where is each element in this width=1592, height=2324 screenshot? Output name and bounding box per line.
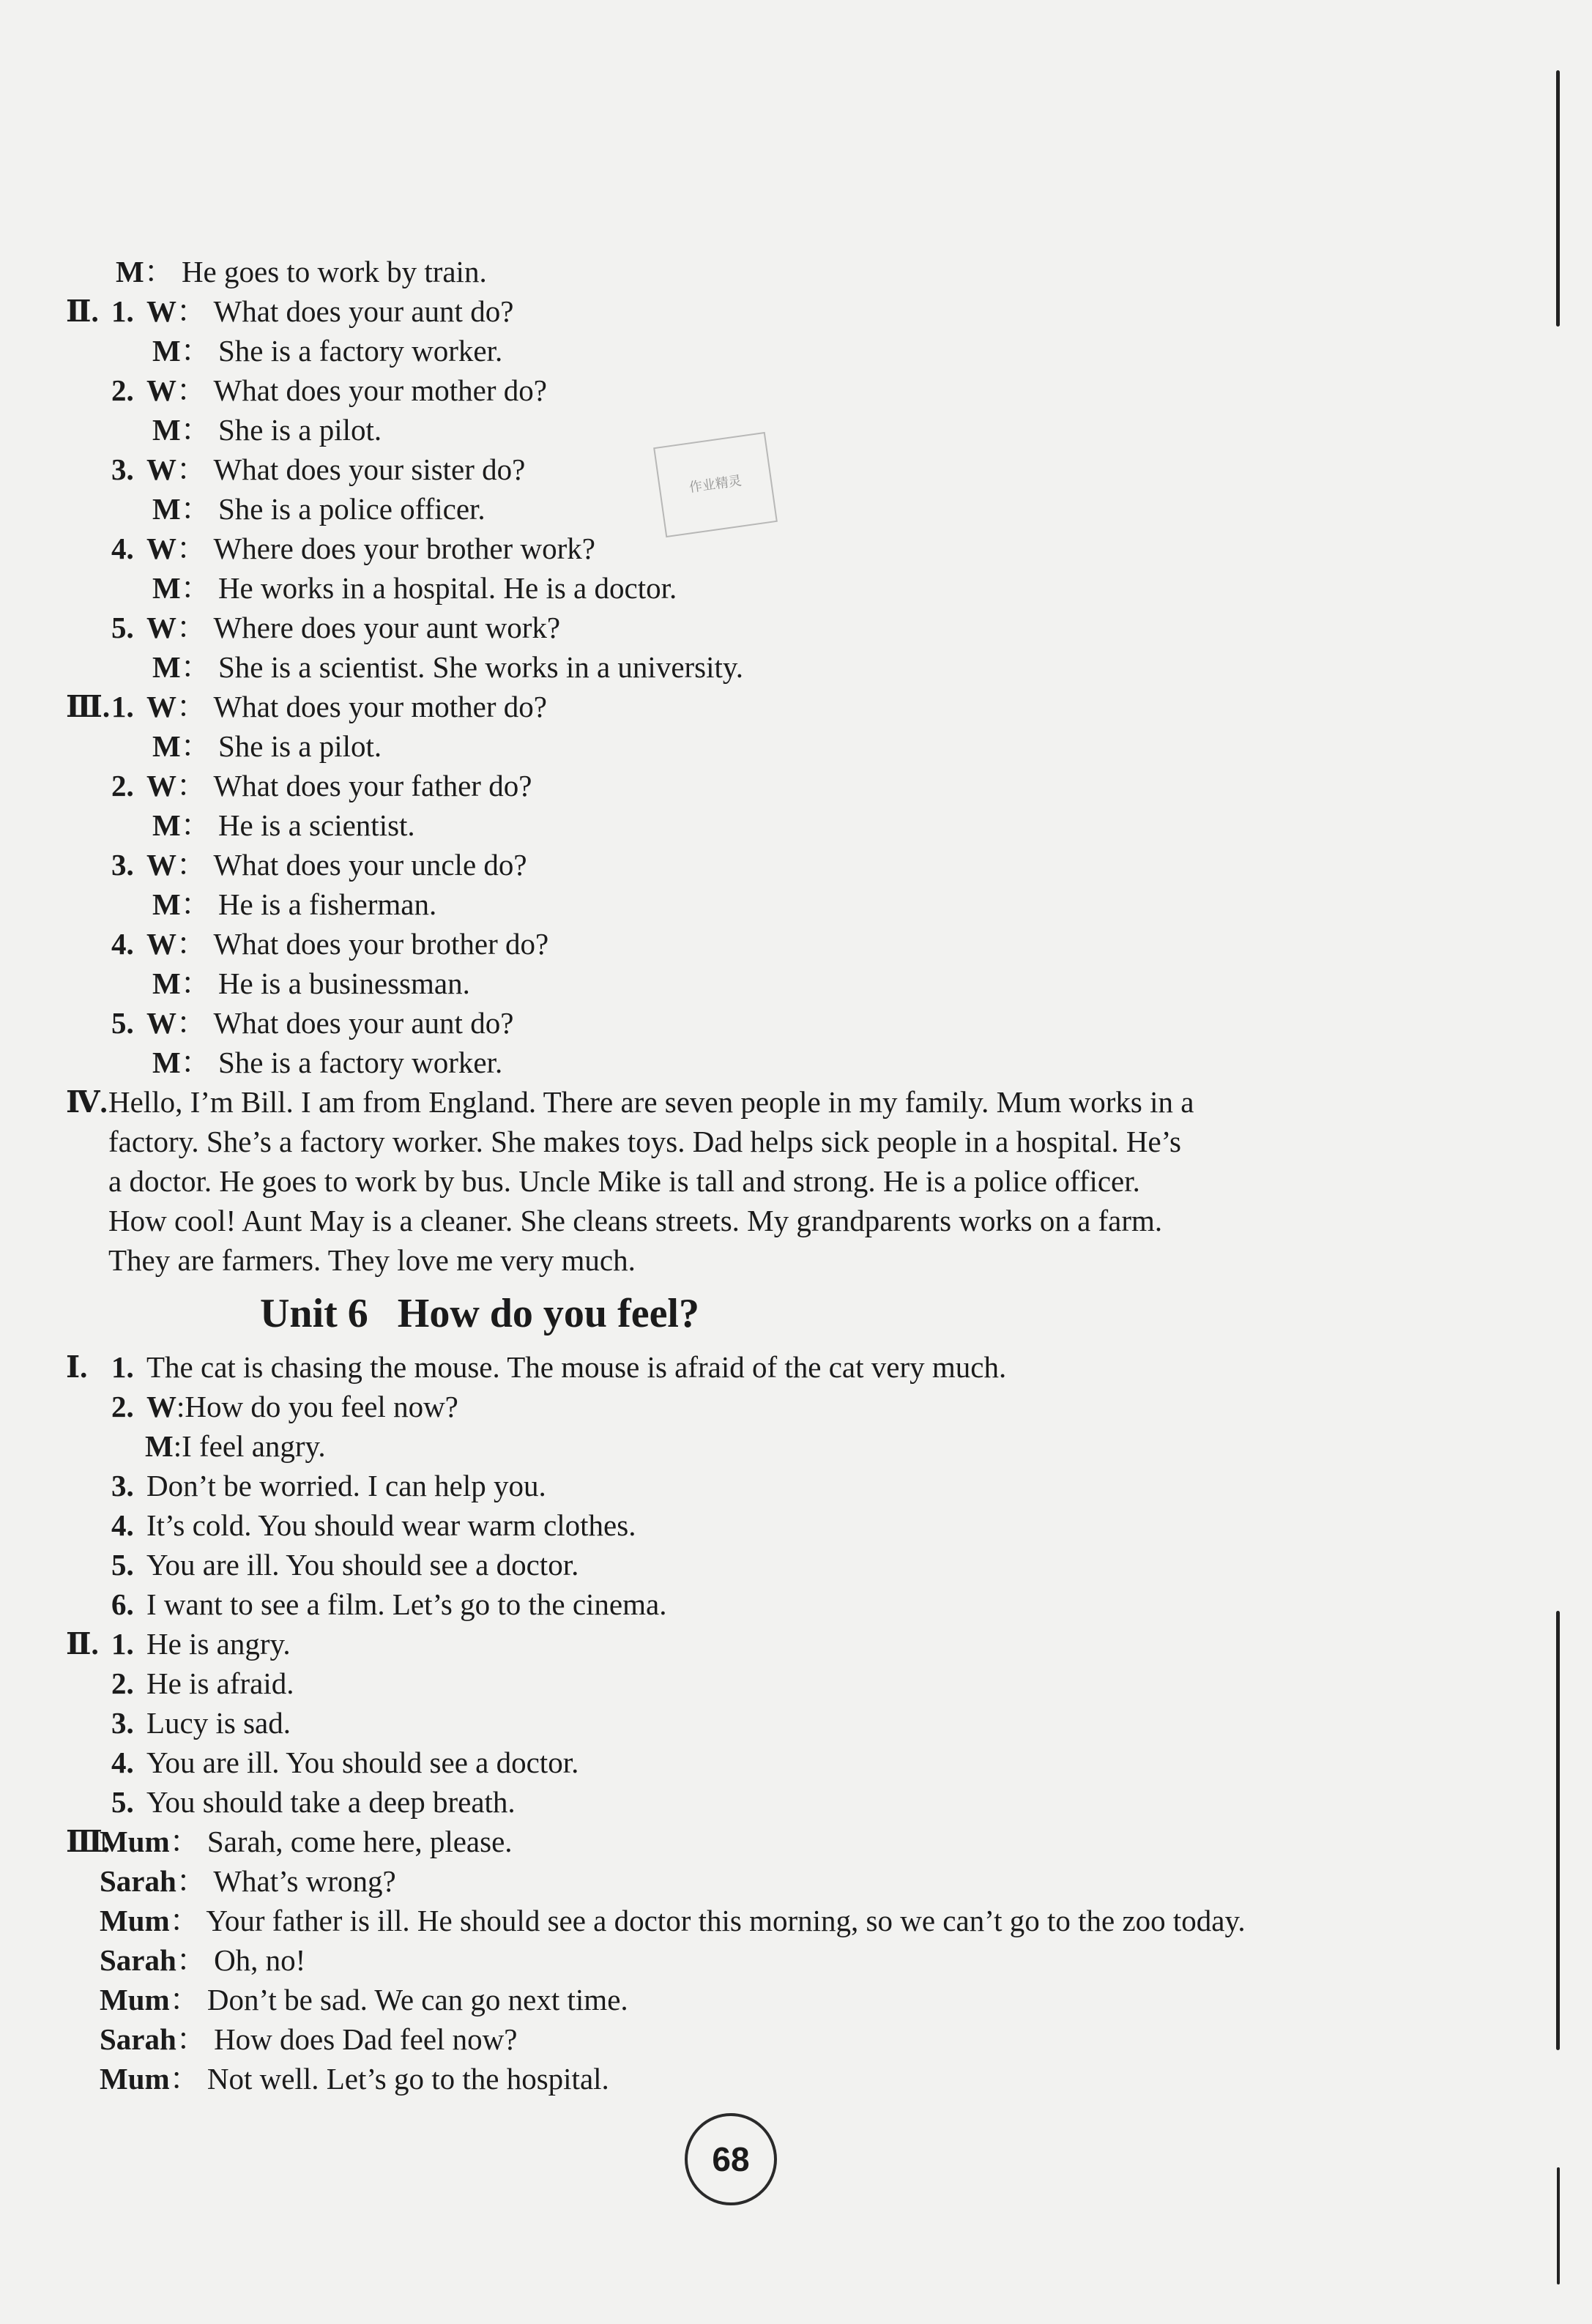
item-text: M： He works in a hospital. He is a doctor. [152,571,677,605]
speaker-label: M [152,967,181,1000]
answer-line [66,766,1472,805]
item-text [146,1664,294,1703]
unit-heading [66,1280,893,1347]
line-text: He is a scientist. [217,808,415,842]
passage-line [66,1122,1472,1161]
line-text: What does your aunt do? [213,1006,514,1040]
item-text: M： He is a fisherman. [152,887,437,921]
page-number [685,2113,777,2205]
line-text: What does your sister do? [213,452,526,486]
page-number-text: 68 [712,2140,750,2178]
line-text: She is a pilot. [217,413,382,447]
item-number: 5. [111,1548,134,1582]
speaker-label: M [152,334,181,368]
item-number: 4. [111,1746,134,1779]
line-text: Don’t be worried. I can help you. [146,1469,546,1502]
section-numeral: Ⅰ. [66,1350,88,1384]
scan-edge-mark [1557,2167,1560,2284]
answer-line [66,291,1472,331]
item-text: M： She is a factory worker. [152,1046,503,1079]
passage-line [66,1240,1472,1280]
line-text: He goes to work by train. [181,255,487,288]
item-number: 5. [111,1006,134,1040]
answer-line [66,1584,1472,1624]
speaker-label: M [152,1046,181,1079]
item-text [146,1782,516,1822]
item-number: 4. [111,927,134,961]
item-text: W： What does your uncle do? [146,848,527,882]
item-number: 1. [111,690,134,723]
item-text: W： What does your mother do? [146,690,547,723]
speaker-label: Sarah [100,1943,176,1977]
item-text: M： She is a scientist. She works in a university. [152,650,743,684]
unit-label: Unit 6 [259,1291,368,1336]
item-text: M： She is a pilot. [152,413,382,447]
answer-line [66,687,1472,726]
passage-text: How cool! Aunt May is a cleaner. She cleans streets. My grandparents works on a farm. [108,1204,1163,1237]
item-number: 4. [111,1508,134,1542]
item-number: 2. [111,1390,134,1423]
item-text: M： He is a businessman. [152,967,470,1000]
answer-line [66,924,1472,964]
answer-line [66,2019,1472,2059]
line-text: Your father is ill. He should see a doctor this morning, so we can’t go to the zoo today. [206,1904,1246,1937]
answer-line [66,884,1472,924]
dialog-line: Mum： Your father is ill. He should see a doctor this morning, so we can’t go to the zoo today. [100,1904,1246,1937]
item-number: 3. [111,452,134,486]
line-text: She is a factory worker. [217,334,503,368]
speaker-label: W [146,294,176,328]
speaker-label: Sarah [100,1864,176,1898]
item-number: 1. [111,294,134,328]
line-text: What does your uncle do? [213,848,527,882]
section-numeral: Ⅲ. [66,1825,111,1858]
line-text: Lucy is sad. [146,1706,291,1740]
answer-line [66,1782,1472,1822]
item-text: M:I feel angry. [145,1429,326,1463]
line-text: What does your father do? [213,769,532,802]
line-text: He works in a hospital. He is a doctor. [217,571,677,605]
dialog-line: Sarah： Oh, no! [100,1943,306,1977]
answer-line [66,1940,1472,1980]
item-text [146,1703,291,1743]
speaker-label: M [152,887,181,921]
line-text: It’s cold. You should wear warm clothes. [146,1508,636,1542]
line-text: I feel angry. [182,1429,326,1463]
item-text [146,1505,636,1545]
speaker-label: M [152,729,181,763]
item-number: 3. [111,1469,134,1502]
item-text: W： Where does your brother work? [146,532,595,565]
answer-line [66,1624,1472,1664]
speaker-label: W [146,373,176,407]
line-text: He is a businessman. [217,967,470,1000]
dialog-line: Sarah： What’s wrong? [100,1864,396,1898]
speaker-label: W [146,848,176,882]
item-text [146,1624,291,1664]
line-text: How does Dad feel now? [214,2022,518,2056]
stamp-text: 作业精灵 [688,473,743,496]
item-text [146,1347,1006,1387]
speaker-label: W [146,690,176,723]
answer-line [66,805,1472,845]
passage-text: a doctor. He goes to work by bus. Uncle Mike is tall and strong. He is a police officer. [108,1164,1140,1198]
answer-line [66,1822,1472,1861]
speaker-label: M [152,571,181,605]
section-numeral: Ⅳ. [66,1085,108,1119]
item-number: 4. [111,532,134,565]
item-number: 3. [111,1706,134,1740]
unit-title: How do you feel? [397,1291,699,1336]
speaker-label: M [152,808,181,842]
passage-text: factory. She’s a factory worker. She makes toys. Dad helps sick people in a hospital. He’s [108,1125,1182,1158]
line-text: Not well. Let’s go to the hospital. [207,2062,609,2096]
dialog-line: Mum： Don’t be sad. We can go next time. [100,1983,628,2016]
line-text: You are ill. You should see a doctor. [146,1548,579,1582]
answer-line [66,1980,1472,2019]
item-text: W： What does your sister do? [146,452,526,486]
item-number: 3. [111,848,134,882]
answer-line [66,489,1472,529]
item-number: 2. [111,1666,134,1700]
answer-key-content [66,252,1472,2098]
speaker-label: M [145,1429,174,1463]
dialog-line: Sarah： How does Dad feel now? [100,2022,518,2056]
speaker-label: W [146,532,176,565]
answer-line [66,647,1472,687]
passage-iv [66,1082,1472,1280]
answer-line [66,2059,1472,2098]
line-text: Sarah, come here, please. [207,1825,513,1858]
answer-line [66,1426,1472,1466]
answer-line [66,1347,1472,1387]
line-text: She is a factory worker. [217,1046,503,1079]
line-text: She is a police officer. [217,492,486,526]
dialog-line: Mum： Sarah, come here, please. [100,1825,513,1858]
line-text: How do you feel now? [185,1390,458,1423]
dialog-line: Mum： Not well. Let’s go to the hospital. [100,2062,609,2096]
line-text: What’s wrong? [213,1864,396,1898]
section-numeral: Ⅲ. [66,690,111,723]
line-text: I want to see a film. Let’s go to the cinema. [146,1587,667,1621]
line-text: She is a scientist. She works in a university. [217,650,743,684]
section-numeral: Ⅱ. [66,294,99,328]
answer-line [66,370,1472,410]
line-text: He is angry. [146,1627,291,1661]
passage-line [66,1201,1472,1240]
passage-text: Hello, I’m Bill. I am from England. There are seven people in my family. Mum works in a [108,1085,1194,1119]
speaker-label: M [152,413,181,447]
line-text: You should take a deep breath. [146,1785,516,1819]
item-text: W： What does your father do? [146,769,532,802]
line-text: Don’t be sad. We can go next time. [207,1983,628,2016]
speaker-label: Mum [100,2062,170,2096]
speaker-label: W [146,769,176,802]
item-number: 5. [111,611,134,644]
item-text [146,1584,666,1624]
item-number: 6. [111,1587,134,1621]
item-text: M： She is a police officer. [152,492,486,526]
item-number: 5. [111,1785,134,1819]
answer-line [66,1703,1472,1743]
item-text: W： What does your aunt do? [146,294,514,328]
line-text: Where does your brother work? [213,532,595,565]
scan-edge-mark [1556,1611,1560,2050]
answer-line [66,1743,1472,1782]
item-number: 2. [111,769,134,802]
answer-line [66,1861,1472,1901]
speaker-label: W [146,1390,176,1423]
item-text [146,1545,579,1584]
speaker-label: M [116,255,144,288]
item-text: W： What does your aunt do? [146,1006,514,1040]
line-text: Oh, no! [214,1943,306,1977]
item-text: M： He is a scientist. [152,808,415,842]
item-text: W： What does your mother do? [146,373,547,407]
item-text [146,1743,579,1782]
item-text: W:How do you feel now? [146,1390,458,1423]
line-text: What does your mother do? [213,690,547,723]
speaker-label: W [146,611,176,644]
item-text: M： She is a factory worker. [152,334,503,368]
line-text: You are ill. You should see a doctor. [146,1746,579,1779]
item-text [146,1466,546,1505]
speaker-label: W [146,927,176,961]
answer-line [66,608,1472,647]
passage-text: They are farmers. They love me very much. [108,1243,636,1277]
answer-line [66,1387,1472,1426]
answer-line [66,1505,1472,1545]
answer-line [66,1901,1472,1940]
item-text: W： What does your brother do? [146,927,549,961]
line-text: What does your brother do? [213,927,549,961]
answer-line [66,726,1472,766]
answer-line [66,845,1472,884]
answer-line [66,964,1472,1003]
answer-line [66,450,1472,489]
answer-line [66,568,1472,608]
speaker-label: M [152,650,181,684]
line-text: He is a fisherman. [217,887,437,921]
speaker-label: Mum [100,1825,170,1858]
line-text: The cat is chasing the mouse. The mouse is afraid of the cat very much. [146,1350,1007,1384]
item-text: W： Where does your aunt work? [146,611,561,644]
speaker-label: Mum [100,1983,170,2016]
scan-edge-mark [1556,70,1560,327]
speaker-label: W [146,1006,176,1040]
answer-line [66,1545,1472,1584]
speaker-label: W [146,452,176,486]
answer-line [66,1003,1472,1043]
answer-line [66,1664,1472,1703]
line-text: What does your aunt do? [213,294,514,328]
line-text: What does your mother do? [213,373,547,407]
item-number: 1. [111,1350,134,1384]
line-text: He is afraid. [146,1666,294,1700]
item-number: 1. [111,1627,134,1661]
answer-line [66,410,1472,450]
passage-line [66,1161,1472,1201]
section-numeral: Ⅱ. [66,1627,99,1661]
speaker-label: Mum [100,1904,170,1937]
answer-line [66,1466,1472,1505]
answer-line [66,252,1472,291]
speaker-label: M [152,492,181,526]
answer-line [66,529,1472,568]
answer-line [66,1043,1472,1082]
answer-line [66,331,1472,370]
item-text: M： He goes to work by train. [116,255,487,288]
speaker-label: Sarah [100,2022,176,2056]
item-text: M： She is a pilot. [152,729,382,763]
passage-line [66,1082,1472,1122]
line-text: Where does your aunt work? [213,611,561,644]
line-text: She is a pilot. [217,729,382,763]
item-number: 2. [111,373,134,407]
